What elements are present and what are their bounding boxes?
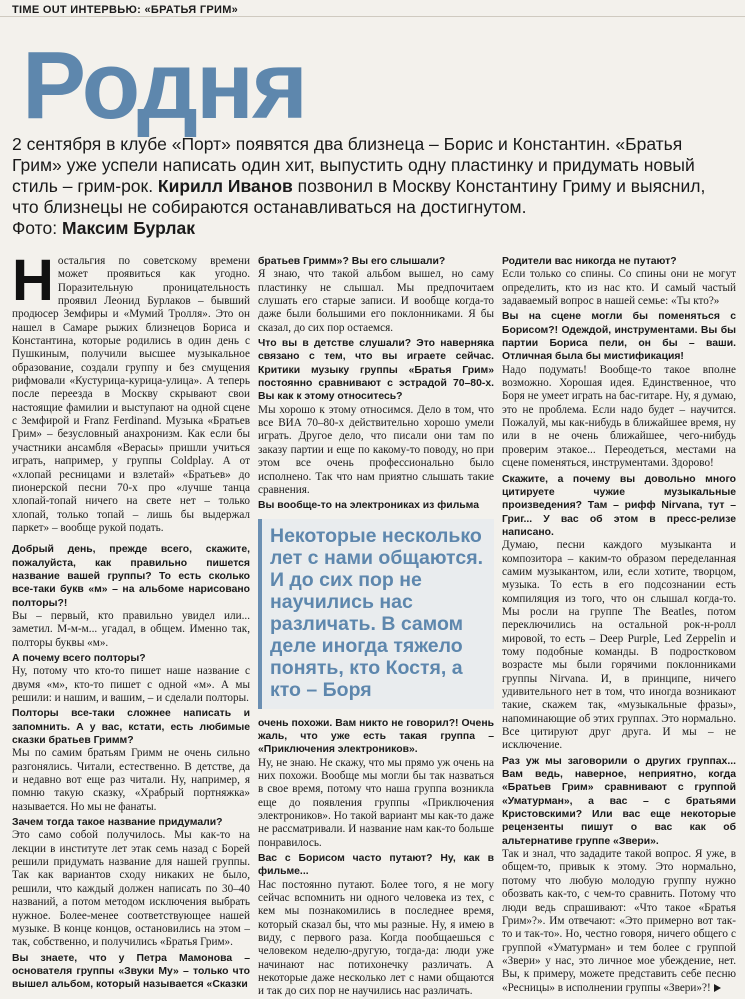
question: Вы знаете, что у Петра Мамонова – основателя группы «Звуки Му» – только что вышел альбом, который называется «Сказки [12,952,250,991]
article-title: Родня [22,32,306,139]
photo-label: Фото: [12,218,62,238]
question: Родители вас никогда не путают? [502,256,677,267]
answer: Если только со спины. Со спины они не могут определить, кто из нас кто. И самый частый задаваемый вопрос в нашей семье: «Ты кто?» [502,268,736,308]
question: Вы вообще-то на электрониках из фильма [258,500,480,512]
answer: Мы по самим братьям Гримм не очень сильно разгонялись. Читали, естественно. В детстве, да и недавно вот еще раз читали. Ну, например, я помню такую сказку, «Храбрый портняжка» называется. Но мы не фанаты. [12,747,250,813]
column-2 [258,255,494,998]
answer-final-text: Так и знал, что зададите такой вопрос. Я уже, в общем-то, привык к этому. Это нормально, потому что любую молодую группу нужно обозвать как-то, с чем-то сравнить. Потому что люди ведь спрашивают: «Что такое «Братья Грим»?». Им отвечают: «Это примерно вот так-то и так-то». Но, честно говоря, ничего общего с группой «Уматурман» и тем более с группой «Звери» у нас, это личное мое убеждение, нет. Вы, к примеру, можете представить себе песню «Ресницы» в исполнении группы «Звери»?! [502,848,736,994]
lead-text-b: позвонил в Москву Константину Гриму и выяснил, что близнецы не собираются останавливаться на достигнутом. [12,176,706,217]
column-1 [12,248,250,991]
drop-cap: Н [12,248,54,313]
question: Зачем тогда такое название придумали? [12,817,223,829]
column-3 [502,255,736,994]
pull-quote-text: Некоторые несколько лет с нами общаются. И до сих пор не научились нас различать. В самом деле иногда тяжело понять, кто Костя, а кто – Боря [270,524,483,701]
article-lead [12,134,730,239]
answer: Мы хорошо к этому относимся. Дело в том, что все ВИА 70–80-х действительно хорошо умели играть. Другое дело, что писали они там по заказу партии и еще по какому-то поводу, но при этом все очень профессионально было исполнено. Так что нам приятно слышать такие сравнения. [258,403,494,496]
answer: Я знаю, что такой альбом вышел, но саму пластинку не слышал. Мы предпочитаем слушать его старые записи. И вообще когда-то даже были большими его поклонниками. Я бы сказал, до сих пор остаемся. [258,268,494,334]
answer: Думаю, песни каждого музыканта и композитора – каким-то образом переделанная самим музыкантом, или, если хотите, творцом, музыка. То есть в его подсознании есть компиляция из того, что он слышал когда-то. Мы росли на группе The Beatles, потом переключились на остальной рок-н-ролл мировой, то есть – Deep Purple, Led Zeppelin и тому подобные команды. В подростковом возрасте мы были горячими поклонниками группы Nirvana. И, в принципе, ничего удивительного нет в том, что иногда возникают такие, скажем так, «музыкальные фразы», напоминающие об этих группах. Это нормально. Все цитируют друг друга. И мы – не исключение. [502,539,736,752]
question: Раз уж мы заговорили о других группах... Вам ведь, наверное, неприятно, когда «Братьев Грим» сравнивают с группой «Уматурман», а вас – с братьями Кристовскими? Или вас еще некоторые рецензенты пишут о вас как об альтернативе группе «Звери». [502,755,736,847]
pull-quote [258,519,494,709]
question: Скажите, а почему вы довольно много цитируете чужие музыкальные произведения? Там – рифф Nirvana, тут – Григ... У вас об этом в пресс-релизе написано. [502,473,736,538]
question: А почему всего полторы? [12,652,146,664]
lead-text-a: 2 сентября в клубе «Порт» появятся два близнеца – Борис и Константин. «Братья Грим» уже успели написать один хит, выпустить одну пластинку и придумать новый стиль – грим-рок. [12,134,695,196]
lead-author: Кирилл Иванов [157,176,293,196]
answer: Надо подумать! Вообще-то такое вполне возможно. Хорошая идея. Единственное, что Боря не умеет играть на бас-гитаре. Ну, я думаю, это не проблема. Если надо будет – научится. Пожалуй, мы как-нибудь в ближайшее время, ну или в не очень ближайшее, чего-нибудь проверим этакое... Переодеться, местами на сцене поменяться, инструментами. Здорово! [502,363,736,470]
section-kicker: TIME OUT ИНТЕРВЬЮ: «БРАТЬЯ ГРИМ» [12,4,239,16]
photo-credit: Максим Бурлак [61,218,195,238]
intro-paragraph [12,248,250,535]
end-mark-icon [714,984,721,992]
question: Добрый день, прежде всего, скажите, пожалуйста, как правильно пишется название вашей группы? То есть сколько все-таки букв «м» – на альбоме нарисовано полторы?! [12,544,250,609]
answer: Вы – первый, кто правильно увидел или... заметил. М-м-м... угадал, в общем. Именно так, полторы буквы «м». [12,609,250,649]
answer: Это само собой получилось. Мы как-то на лекции в институте лет этак семь назад с Борей решили придумать название для нашей группы. Так как вариантов сходу никаких не было, решили, что каждый должен написать по 30–40 названий, а потом методом исключения выбрать нужное. Более-менее соответствующее нашей музыке. В конце концов, остановились на этом – так, собственно, и получились «Братья Грим». [12,829,250,949]
question: Полторы все-таки сложнее написать и запомнить. А у вас, кстати, есть любимые сказки братьев Гримм? [12,708,250,747]
intro-text: остальгия по советскому времени может проявиться как угодно. Поразительную проницательность проявил Леонид Бурлаков – бывший продюсер Земфиры и «Мумий Тролля». Это он нашел в Самаре рыжих близнецов Бориса и Константина, которые родились в один день с Пушкиным, получили высшее музыкальное образование, создали группу и без смущения рифмовали «Кустурица-курица-улица». А теперь после переезда в Москву скрывают свои настоящие фамилии и выступают на одной сцене с Земфирой и Franz Ferdinand. Музыка «Братьев Грим» – безусловный анахронизм. Как если бы участники ансамбля «Верасы» пришли учиться играть, например, у группы Coldplay. А от «хлопай ресницами и взлетай» «Братьев» до пионерской песни 70-х про «лучше танца хлопай-топай ничего на свете нет – только хлопай, только топай – лишь бы выдержал паркет» – вообще рукой подать. [12,255,250,534]
question: Что вы в детстве слушали? Это наверняка связано с тем, что вы играете сейчас. Критики музыку группы «Братья Грим» постоянно сравнивают с эстрадой 70–80-х. Вы как к этому относитесь? [258,338,494,403]
answer: Нас постоянно путают. Более того, я не могу сейчас вспомнить ни одного человека из тех, с кем мы познакомились в последнее время, который сказал бы, что мы разные. Ну, я имею в виду, с первого раза. Когда пообщаешься с человеком неделю-другую, тогда-да: люди уже начинают нас потихонечку различать. А некоторые даже несколько лет с нами общаются и так до сих пор не научились нас различать. [258,878,494,998]
question: братьев Гримм»? Вы его слышали? [258,256,446,267]
question: очень похожи. Вам никто не говорил?! Очень жаль, что уже есть такая группа – «Приключения электроников». [258,717,494,756]
header-rule [0,16,745,17]
answer-final [502,848,736,995]
answer: Ну, потому что кто-то пишет наше название с двумя «м», кто-то пишет с одной «м». А мы решили: и нашим, и вашим, – и сделали полторы. [12,665,250,704]
question: Вы на сцене могли бы поменяться с Борисом?! Одеждой, инструментами. Вы бы партии Бориса пели, он бы – ваши. Отличная была бы мистификация! [502,311,736,363]
answer: Ну, не знаю. Не скажу, что мы прямо уж очень на них похожи. Вообще мы могли бы так назваться в свое время, потому что наша группа возникла еще до появления группы «Приключения электроников». Но такой вариант мы как-то даже не рассматривали. И название нам как-то больше понравилось. [258,756,494,849]
question: Вас с Борисом часто путают? Ну, как в фильме... [258,852,494,878]
